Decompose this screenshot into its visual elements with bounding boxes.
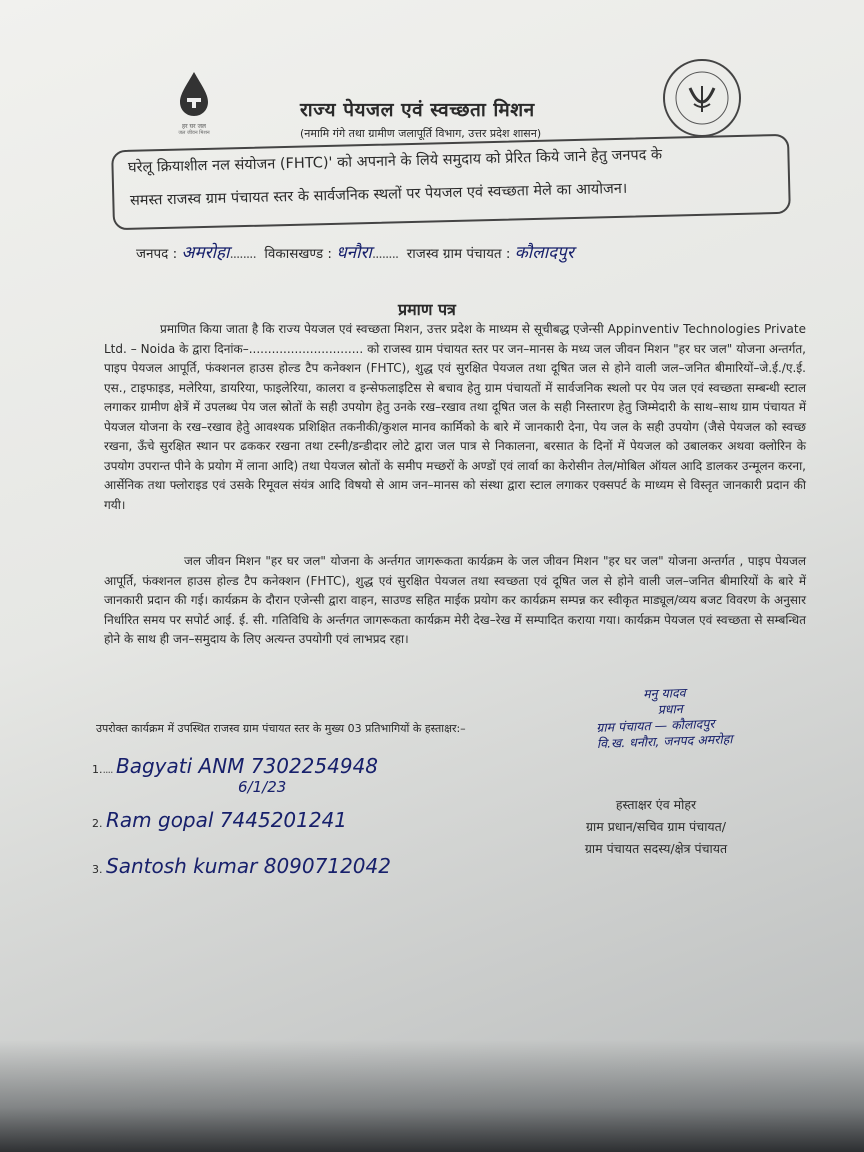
signature-caption-line-2: ग्राम प्रधान/सचिव ग्राम पंचायत/ [585, 819, 727, 834]
date-note: 6/1/23 [238, 778, 287, 796]
logo-subcaption: जल जीवन मिशन [178, 130, 210, 136]
participant-row-2 [92, 808, 347, 832]
block-value: धनौरा [336, 243, 372, 263]
pradhan-stamp [595, 683, 733, 752]
attendance-intro: उपरोक्त कार्यक्रम में उपस्थित राजस्व ग्राम पंचायत स्तर के मुख्य 03 प्रतिभागियों के हस्ताक्षर:– [96, 722, 466, 735]
signature-caption-line-1: हस्ताक्षर एंव मोहर [615, 797, 697, 812]
up-govt-emblem [660, 56, 744, 140]
participant-signature: Bagyati ANM 7302254948 [116, 754, 379, 778]
participant-number: 3. [92, 863, 103, 876]
har-ghar-jal-logo [168, 70, 220, 136]
certificate-paragraph-2: जल जीवन मिशन "हर घर जल" योजना के अर्न्तगत जागरूकता कार्यक्रम के जल जीवन मिशन "हर घर जल" योजना अन्तर्गत , पाइप पेयजल आपूर्ति, फंक्शनल हाउस होल्ड टैप कनेक्शन (FHTC), शुद्ध एवं सुरक्षित पेयजल तथा स्वच्छता एवं दूषित जल से होने वाली जल–जनित बीमारियों के बारे में जानकारी प्रदान की गई। कार्यक्रम के दौरान एजेन्सी द्वारा वाहन, साउण्ड सहित माईक प्रयोग कर कार्यक्रम सम्पन्न कर स्वीकृत माड्यूल/व्यय बजट विवरण के अनुसार निर्धारित समय पर सपोर्ट आई. ई. सी. गतिविधि के अर्न्तगत जागरूकता कार्यक्रम मेरी देख–रेख में सम्पादित कराया गया। कार्यक्रम पेयजल एवं स्वच्छता से सम्बन्धित होने के साथ ही जन–समुदाय के लिए अत्यन्त उपयोगी एवं लाभप्रद रहा। [104, 554, 806, 646]
water-drop-icon [168, 70, 220, 118]
participant-signature: Santosh kumar 8090712042 [106, 854, 391, 878]
district-label: जनपद : [136, 246, 178, 262]
participant-number: 2. [92, 817, 103, 830]
participant-row-3 [92, 854, 391, 878]
pradhan-name: मनु यादव [642, 684, 686, 702]
participant-number: 1. [92, 763, 103, 776]
state-seal-icon [660, 56, 744, 140]
certificate-heading: प्रमाण पत्र [398, 300, 456, 319]
logo-caption: हर घर जल [182, 123, 206, 130]
pradhan-block-district: वि.ख. धनौरा, जनपद अमरोहा [596, 731, 733, 751]
panchayat-value: कौलादपुर [514, 243, 574, 263]
panchayat-label: राजस्व ग्राम पंचायत : [406, 246, 511, 262]
banner-line-1: घरेलू क्रियाशील नल संयोजन (FHTC)' को अपनाने के लिये समुदाय को प्रेरित किये जाने हेतु जनपद के [127, 146, 663, 176]
location-line: जनपद : अमरोहा........ विकासखण्ड : धनौरा........ राजस्व ग्राम पंचायत : कौलादपुर [136, 243, 574, 263]
participant-row-1: 1..... Bagyati ANM 7302254948 [92, 754, 379, 778]
block-label: विकासखण्ड : [264, 246, 332, 262]
mission-title: राज्य पेयजल एवं स्वच्छता मिशन [300, 99, 535, 121]
signature-caption [556, 794, 756, 860]
shadow-overlay [0, 1040, 864, 1152]
pradhan-title: प्रधान [657, 700, 683, 717]
certificate-paragraph-1: प्रमाणित किया जाता है कि राज्य पेयजल एवं स्वच्छता मिशन, उत्तर प्रदेश के माध्यम से सूचीबद्ध एजेन्सी Appinventiv Technologies Private Ltd. – Noida के द्वारा दिनांक–.............................. को राजस्व ग्राम पंचायत स्तर पर जन–मानस के मध्य जल जीवन मिशन "हर घर जल" योजना अन्तर्गत, पाइप पेयजल आपूर्ति, फंक्शनल हाउस होल्ड टैप कनेक्शन (FHTC), शुद्ध एवं सुरक्षित पेयजल तथा दूषित जल से होने वाली जल–जनित बीमारियों–जे.ई./ए.ई. एस., टाइफाइड, मलेरिया, डायरिया, फाइलेरिया, कालरा व इन्सेफलाइटिस से बचाव हेतु ग्राम पंचायतों में सार्वजनिक स्थलो पर पेय जल एवं स्वच्छता सम्बन्धी स्टाल लगाकर ग्रामीण क्षेत्रें में उपलब्ध पेय जल स्रोतों के सही उपयोग हेतु उनके रख–रखाव तथा दूषित जल के सही निस्तारण हेतु जिम्मेदारी के साथ–साथ ग्राम पंचायत में पेयजल योजना के रख–रखाव हेतुे आवश्यक प्रशिक्षित तकनीकी/कुशल मानव कार्मिको के बारे में जानकारी देना, पेय जल के सही उपयोग (जैसे पेयजल को स्वच्छ रखना, ऊँचे सुरक्षित स्थान पर ढककर रखना तथा टस्नी/डन्डीदार लोटे द्वारा जल पात्र से निकालना, बरसात के दिनों में पेयजल को उबालकर अथवा क्लोरिन के उपयोग उपरान्त पीने के प्रयोग में लाना आदि) तथा पेयजल स्रोतों के समीप मच्छरों के अण्डों एवं लार्वा का केरोसीन तेल/मोबिल ऑयल आदि डालकर उन्मूलन करना, आर्सेनिक तथा फ्लोराइड एवं उसके रिमूवल संयंत्र आदि विषयो से आम जन–मानस को संस्था द्वारा स्टाल लगाकर एक्सपर्ट के माध्यम से विस्तृत जानकारी प्रदान की गयी। [104, 322, 806, 512]
banner-line-2: समस्त राजस्व ग्राम पंचायत स्तर के सार्वजनिक स्थलों पर पेयजल एवं स्वच्छता मेले का आयोजन। [129, 180, 628, 209]
signature-caption-line-3: ग्राम पंचायत सदस्य/क्षेत्र पंचायत [584, 841, 728, 856]
district-value: अमरोहा [181, 243, 230, 263]
participant-signature: Ram gopal 7445201241 [106, 808, 348, 832]
mission-subtitle: (नमामि गंगे तथा ग्रामीण जलापूर्ति विभाग, उत्तर प्रदेश शासन) [300, 127, 542, 140]
pradhan-panchayat: ग्राम पंचायत — कौलादपुर [596, 715, 715, 735]
